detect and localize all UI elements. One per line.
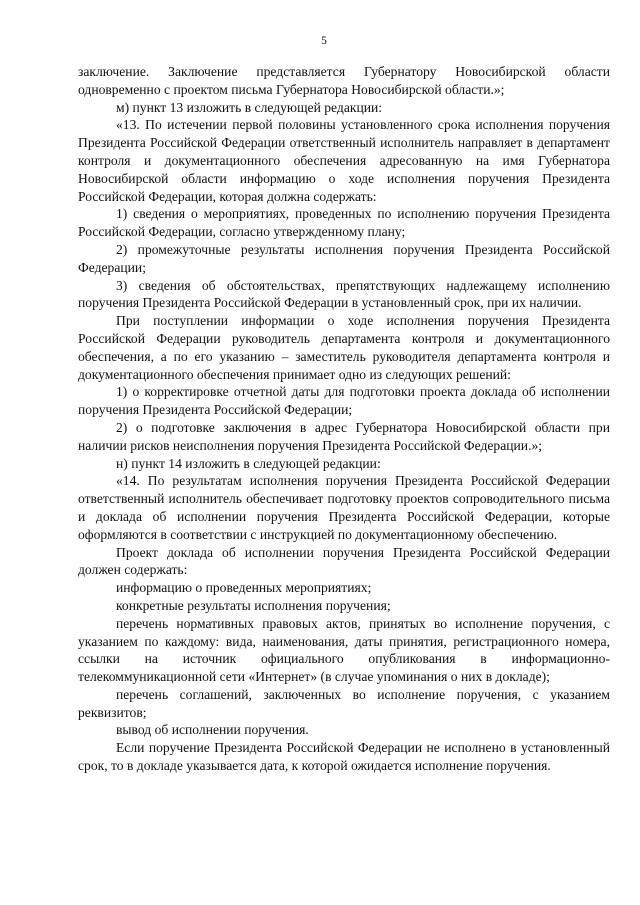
- paragraph: 3) сведения об обстоятельствах, препятствующих надлежащему исполнению поручения Президента Российской Федерации в установленный срок, при их наличии.: [78, 277, 610, 311]
- paragraph: конкретные результаты исполнения поручения;: [116, 597, 391, 613]
- page-number: 5: [321, 35, 327, 47]
- paragraph: 1) сведения о мероприятиях, проведенных по исполнению поручения Президента Российской Федерации, согласно утвержденному плану;: [78, 206, 610, 240]
- paragraph: н) пункт 14 изложить в следующей редакции:: [116, 455, 381, 471]
- paragraph: «14. По результатам исполнения поручения Президента Российской Федерации ответственный исполнитель обеспечивает подготовку проектов сопроводительного письма и доклада об исполнении поручения Президента Российской Федерации, которые оформляются в соответствии с инструкцией по документационному обеспечению.: [78, 473, 610, 542]
- paragraph: «13. По истечении первой половины установленного срока исполнения поручения Президента Российской Федерации ответственный исполнитель направляет в департамент контроля и документационного обеспечения адресованную на имя Губернатора Новосибирской области информацию о ходе исполнения поручения Президента Российской Федерации, которая должна содержать:: [78, 117, 610, 204]
- paragraph: 2) промежуточные результаты исполнения поручения Президента Российской Федерации;: [78, 241, 610, 275]
- paragraph: перечень соглашений, заключенных во исполнение поручения, с указанием реквизитов;: [78, 686, 610, 720]
- paragraph: При поступлении информации о ходе исполнения поручения Президента Российской Федерации руководитель департамента контроля и документационного обеспечения, а по его указанию – заместитель руководителя департамента контроля и документационного обеспечения принимает одно из следующих решений:: [78, 313, 610, 382]
- paragraph: информацию о проведенных мероприятиях;: [116, 580, 372, 596]
- paragraph: Если поручение Президента Российской Федерации не исполнено в установленный срок, то в докладе указывается дата, к которой ожидается исполнение поручения.: [78, 740, 610, 774]
- paragraph: вывод об исполнении поручения.: [116, 722, 309, 738]
- paragraph: заключение. Заключение представляется Губернатору Новосибирской области одновременно с проектом письма Губернатора Новосибирской области.»;: [78, 64, 610, 97]
- paragraph: перечень нормативных правовых актов, принятых во исполнение поручения, с указанием по каждому: вида, наименования, даты принятия, регистрационного номера, ссылки на источник официального опубликования в информационно-телекоммуникационной сети «Интернет» (в случае упоминания о них в докладе);: [78, 615, 610, 685]
- paragraph: 2) о подготовке заключения в адрес Губернатора Новосибирской области при наличии рисков неисполнения поручения Президента Российской Федерации.»;: [78, 419, 610, 453]
- paragraph: 1) о корректировке отчетной даты для подготовки проекта доклада об исполнении поручения Президента Российской Федерации;: [78, 384, 610, 418]
- paragraph: Проект доклада об исполнении поручения Президента Российской Федерации должен содержать:: [78, 544, 610, 578]
- document-body: [78, 63, 610, 775]
- paragraph: м) пункт 13 изложить в следующей редакции:: [116, 99, 383, 115]
